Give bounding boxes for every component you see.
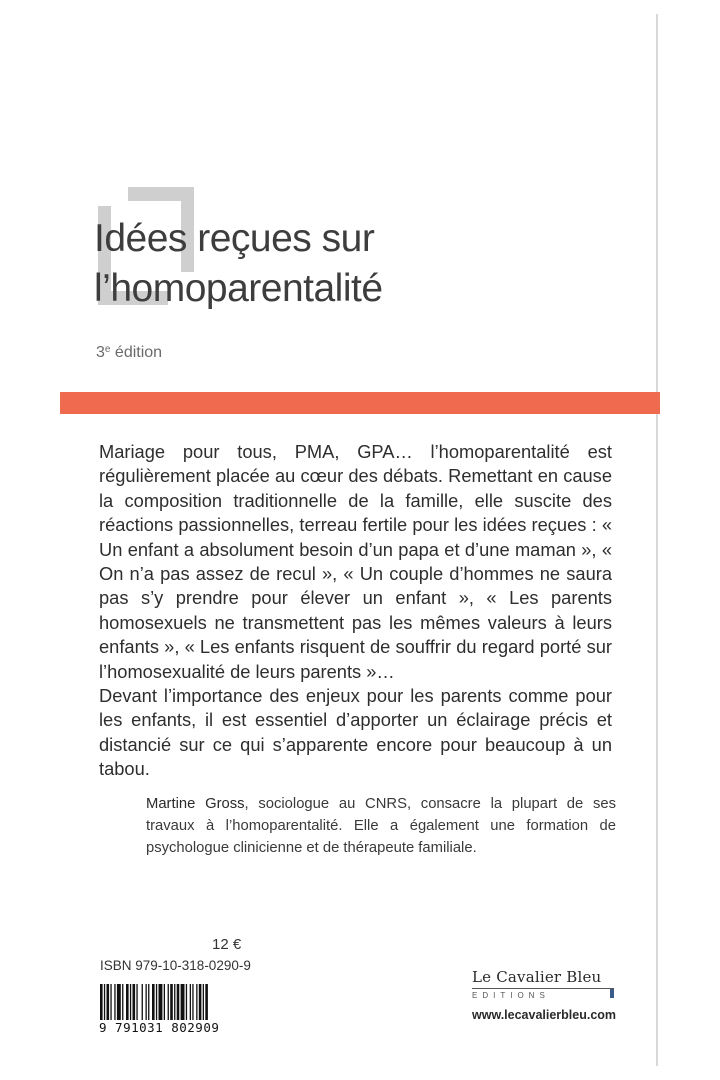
accent-band — [60, 392, 660, 414]
barcode-bar — [146, 984, 147, 1020]
barcode-bar — [114, 984, 115, 1020]
isbn: ISBN 979-10-318-0290-9 — [100, 958, 251, 973]
edition-word: édition — [110, 344, 163, 361]
publisher-logo — [472, 968, 618, 1000]
publisher-rule — [472, 988, 614, 989]
publisher-editions-label: EDITIONS — [472, 991, 550, 1000]
barcode-bar — [205, 984, 208, 1020]
title-line-2: l’homoparentalité — [94, 267, 383, 310]
author-name: Martine Gross — [146, 796, 245, 812]
barcode-bar — [148, 984, 149, 1020]
barcode-bar — [133, 984, 136, 1020]
barcode-bar — [203, 984, 204, 1020]
title-line-1: Idées reçues sur — [94, 217, 375, 260]
barcode-digits: 9 791031 802909 — [99, 1020, 220, 1035]
barcode-bar — [196, 984, 197, 1020]
barcode-bar — [110, 984, 111, 1020]
blurb-paragraph-1: Mariage pour tous, PMA, GPA… l’homoparentalité est régulièrement placée au cœur des débats. Remettant en cause la composition traditionnelle de la famille, elle suscite des réactions passionnelles, terreau fertile pour les idées reçues : « Un enfant a absolument besoin d’un papa et d’une maman », « On n’a pas assez de recul », « Un couple d’hommes ne saura pas s’y prendre pour élever un enfant », « Les parents homosexuels ne transmettent pas les mêmes valeurs à leurs enfants », « Les enfants risquent de souffrir du regard porté sur l’homosexualité de leurs parents »… — [99, 441, 612, 682]
barcode-bar — [181, 984, 185, 1020]
publisher-name: Le Cavalier Bleu — [472, 968, 602, 986]
publisher-website: www.lecavalierbleu.com — [472, 1008, 617, 1022]
author-bio — [146, 793, 616, 859]
edition-label — [96, 344, 162, 362]
barcode-bar — [192, 984, 193, 1020]
barcode-bar — [159, 984, 163, 1020]
author-description: , sociologue au CNRS, consacre la plupart de ses travaux à l’homoparentalité. Elle a également une formation de psychologue clinicienne et de thérapeute familiale. — [146, 796, 616, 856]
blurb — [99, 440, 612, 782]
barcode-bar — [164, 984, 165, 1020]
barcode-bar — [199, 984, 202, 1020]
barcode-bar — [177, 984, 180, 1020]
barcode-bar — [107, 984, 110, 1020]
barcode-bar — [156, 984, 157, 1020]
barcode-bar — [168, 984, 169, 1020]
page-edge — [656, 14, 658, 1066]
book-title — [94, 214, 614, 314]
blurb-paragraph-2: Devant l’importance des enjeux pour les parents comme pour les enfants, il est essentiel d’apporter un éclairage précis et distancié sur ce qui s’apparente encore pour beaucoup à un tabou. — [99, 685, 612, 780]
edition-number: 3 — [96, 344, 105, 361]
publisher-editions — [472, 991, 618, 1000]
barcode-bar — [126, 984, 129, 1020]
barcode-bar — [186, 984, 187, 1020]
barcode-bar — [100, 984, 103, 1020]
barcode-bar — [170, 984, 173, 1020]
barcode-bar — [136, 984, 137, 1020]
barcode-bar — [142, 984, 143, 1020]
barcode-bar — [174, 984, 175, 1020]
edition-suffix: e — [104, 344, 111, 355]
barcode-bar — [130, 984, 131, 1020]
barcode-bar — [117, 984, 121, 1020]
barcode-bar — [104, 984, 105, 1020]
publisher-mark-icon — [610, 989, 614, 998]
barcode-bar — [190, 984, 191, 1020]
barcode-bar — [152, 984, 155, 1020]
barcode-bar — [122, 984, 123, 1020]
price: 12 € — [212, 936, 242, 953]
